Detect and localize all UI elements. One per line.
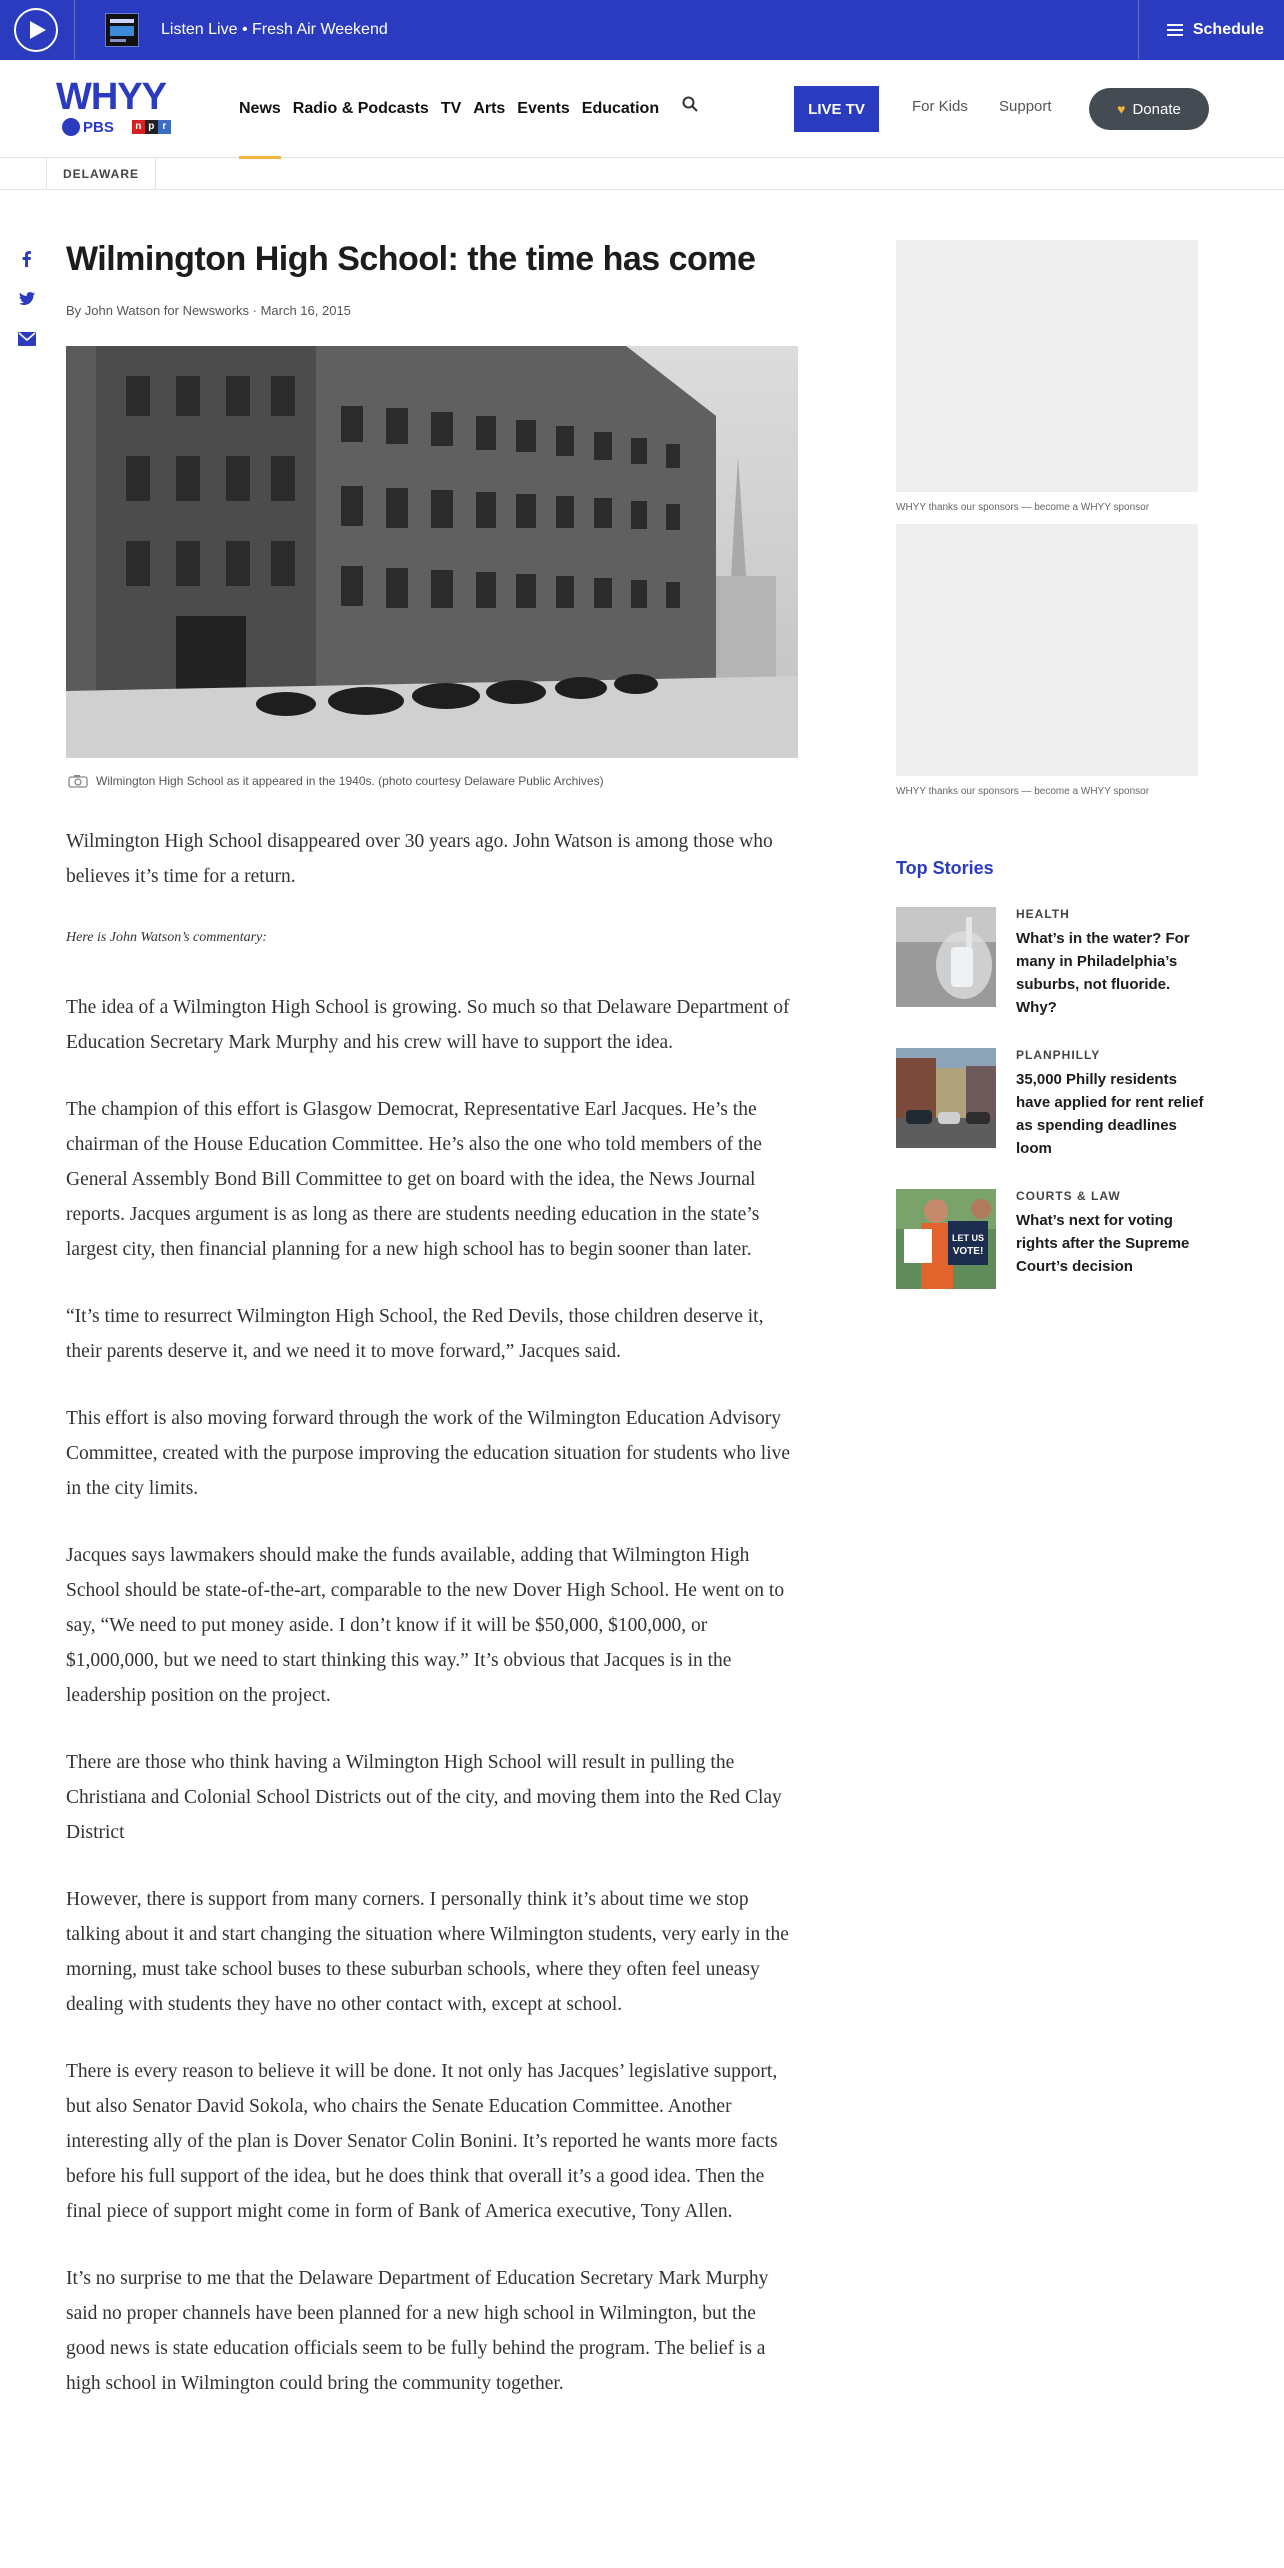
play-button[interactable] bbox=[14, 8, 58, 52]
schedule-button[interactable] bbox=[1167, 0, 1264, 60]
svg-text:VOTE!: VOTE! bbox=[952, 1246, 984, 1257]
category-tag[interactable]: DELAWARE bbox=[46, 158, 156, 190]
nav-arts[interactable]: Arts bbox=[473, 100, 506, 117]
email-icon[interactable] bbox=[18, 332, 36, 350]
story-category[interactable]: COURTS & LAW bbox=[1016, 1189, 1121, 1203]
logo-wordmark: WHYY bbox=[56, 76, 166, 118]
live-tv-button[interactable]: LIVE TV bbox=[794, 86, 879, 132]
image-caption bbox=[66, 774, 798, 788]
paragraph: There is every reason to believe it will be done. It not only has Jacques’ legislative support, but also Senator David Sokola, who chairs the Senate Education Committee. Another interesting ally of the plan is Dover Senator Colin Bonini. It’s reported he wants more facts before his full support of the idea, but he does think that overall it’s a good idea. Then the final piece of support might come in form of Bank of America executive, Tony Allen. bbox=[66, 2061, 778, 2223]
nav-radio-podcasts[interactable]: Radio & Podcasts bbox=[292, 100, 429, 117]
sponsor-ad-2[interactable] bbox=[896, 524, 1198, 776]
nav-links bbox=[239, 60, 671, 158]
camera-icon bbox=[68, 774, 88, 788]
svg-text:LET US: LET US bbox=[951, 1233, 985, 1243]
menu-icon bbox=[1167, 21, 1183, 39]
play-icon bbox=[30, 21, 46, 39]
npr-logo bbox=[132, 120, 171, 134]
listen-live-text[interactable]: Listen Live • Fresh Air Weekend bbox=[161, 21, 388, 38]
paragraph: There are those who think having a Wilmington High School will result in pulling the Christiana and Colonial School Districts out of the city, and moving them into the Red Clay District bbox=[66, 1752, 782, 1844]
twitter-icon[interactable] bbox=[18, 290, 36, 308]
logo-partners bbox=[62, 118, 176, 136]
npr-letter-r: r bbox=[158, 120, 171, 134]
story-title[interactable]: 35,000 Philly residents have applied for rent relief as spending deadlines loom bbox=[1016, 1071, 1204, 1157]
heart-icon: ♥ bbox=[1117, 101, 1126, 117]
donate-label: Donate bbox=[1132, 100, 1181, 118]
article-byline: By John Watson for Newsworks · March 16, 2015 bbox=[66, 303, 351, 319]
article bbox=[66, 240, 798, 2433]
top-stories-heading: Top Stories bbox=[896, 858, 994, 878]
caption-text: Wilmington High School as it appeared in the 1940s. (photo courtesy Delaware Public Archives) bbox=[96, 774, 604, 789]
story-title[interactable]: What’s next for voting rights after the Supreme Court’s decision bbox=[1016, 1212, 1190, 1275]
facebook-icon[interactable] bbox=[18, 250, 36, 268]
nav-news[interactable]: News bbox=[239, 60, 281, 158]
story-category[interactable]: PLANPHILLY bbox=[1016, 1048, 1101, 1062]
paragraph: The idea of a Wilmington High School is growing. So much so that Delaware Department of Education Secretary Mark Murphy and his crew will have to support the idea. bbox=[66, 997, 790, 1054]
paragraph: However, there is support from many corners. I personally think it’s about time we stop talking about it and start changing the situation where Wilmington students, very early in the morning, must take school buses to these suburban schools, where they often feel uneasy dealing with students they have no other contact with, except at school. bbox=[66, 1889, 789, 2016]
commentary-intro: Here is John Watson’s commentary: bbox=[66, 930, 267, 946]
hero-image bbox=[66, 346, 798, 758]
npr-letter-p: p bbox=[145, 120, 158, 134]
npr-letter-n: n bbox=[132, 120, 145, 134]
whyy-logo[interactable] bbox=[56, 78, 176, 138]
story-category[interactable]: HEALTH bbox=[1016, 907, 1070, 921]
pbs-icon bbox=[62, 118, 80, 136]
story-title[interactable]: What’s in the water? For many in Philadelphia’s suburbs, not fluoride. Why? bbox=[1016, 930, 1190, 1016]
story-thumbnail[interactable] bbox=[896, 1189, 996, 1289]
nav-events[interactable]: Events bbox=[517, 100, 570, 117]
paragraph: Wilmington High School disappeared over 30 years ago. John Watson is among those who believes it’s time for a return. bbox=[66, 831, 773, 888]
support-link[interactable]: Support bbox=[999, 98, 1052, 115]
pbs-label: PBS bbox=[83, 118, 114, 136]
paragraph: The champion of this effort is Glasgow Democrat, Representative Earl Jacques. He’s the chairman of the House Education Committee. He’s also the one who told members of the General Assembly Bond Bill Committee to get on board with the idea, the News Journal reports. Jacques argument is as long as there are students needing education in the state’s largest city, then financial planning for a new high school has to begin sooner than later. bbox=[66, 1099, 762, 1261]
nav-education[interactable]: Education bbox=[581, 100, 660, 117]
paragraph: Jacques says lawmakers should make the funds available, adding that Wilmington High School should be state-of-the-art, comparable to the new Dover High School. He went on to say, “We need to put money aside. I don’t know if it will be $50,000, $100,000, or $1,000,000, but we need to start thinking this way.” It’s obvious that Jacques is in the leadership position on the project. bbox=[66, 1545, 785, 1707]
sponsor-note-2[interactable]: WHYY thanks our sponsors — become a WHYY sponsor bbox=[896, 786, 1150, 797]
category-bar bbox=[0, 158, 1284, 190]
article-headline: Wilmington High School: the time has come bbox=[66, 240, 756, 278]
station-thumbnail bbox=[105, 13, 139, 47]
top-story-item[interactable] bbox=[896, 907, 1206, 1016]
listen-live-bar bbox=[0, 0, 1284, 60]
paragraph: “It’s time to resurrect Wilmington High School, the Red Devils, those children deserve it, their parents deserve it, and we need it to move forward,” Jacques said. bbox=[66, 1306, 764, 1363]
sponsor-note-1[interactable]: WHYY thanks our sponsors — become a WHYY sponsor bbox=[896, 502, 1150, 513]
story-thumbnail[interactable] bbox=[896, 1048, 996, 1148]
for-kids-link[interactable]: For Kids bbox=[912, 98, 968, 115]
main-navigation bbox=[0, 60, 1284, 158]
topbar-divider bbox=[74, 0, 75, 60]
paragraph: This effort is also moving forward through the work of the Wilmington Education Advisory Committee, created with the purpose improving the education situation for students who live in the city limits. bbox=[66, 1408, 791, 1500]
top-story-item[interactable] bbox=[896, 1189, 1206, 1293]
schedule-divider bbox=[1138, 0, 1139, 60]
schedule-label: Schedule bbox=[1192, 21, 1264, 38]
nav-tv[interactable]: TV bbox=[440, 100, 462, 117]
donate-button[interactable] bbox=[1089, 88, 1209, 130]
top-story-item[interactable] bbox=[896, 1048, 1206, 1157]
sponsor-ad-1[interactable] bbox=[896, 240, 1198, 492]
story-thumbnail[interactable] bbox=[896, 907, 996, 1007]
paragraph: It’s no surprise to me that the Delaware Department of Education Secretary Mark Murphy said no proper channels have been planned for a new high school in Wilmington, but the good news is state education officials seem to be fully behind the program. The belief is a high school in Wilmington could bring the community together. bbox=[66, 2268, 769, 2395]
article-body bbox=[66, 824, 798, 2401]
search-icon[interactable] bbox=[682, 96, 704, 118]
